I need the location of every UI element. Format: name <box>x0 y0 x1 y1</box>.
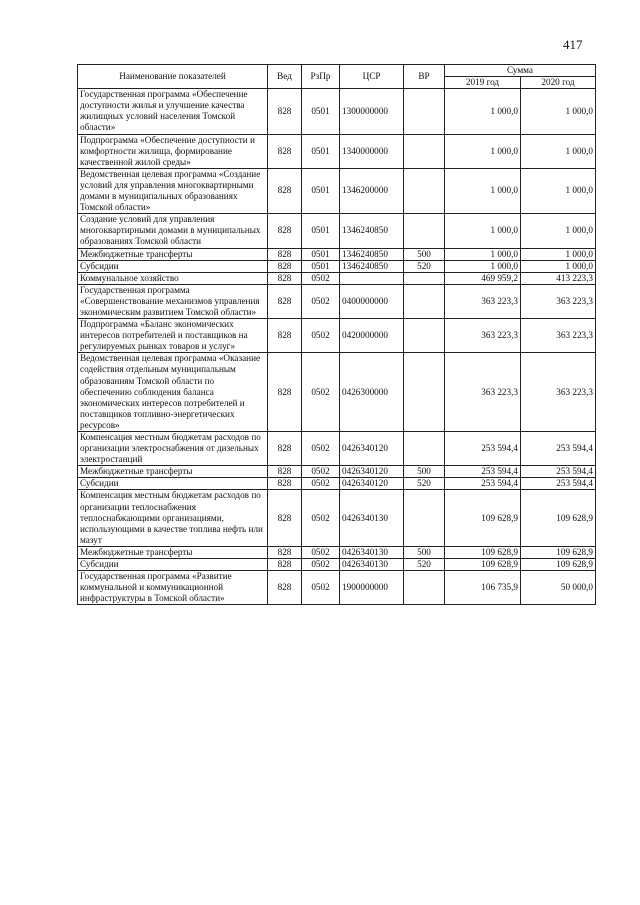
row-name: Государственная программа «Обеспечение доступности жилья и улучшение качества жилищных условий населения Томской области» <box>78 89 268 134</box>
row-sum-2019: 106 735,9 <box>445 571 521 605</box>
table-row <box>78 272 596 284</box>
row-csr: 1346240850 <box>340 260 404 272</box>
row-sum-2020: 253 594,4 <box>521 478 596 490</box>
row-ved: 828 <box>268 478 302 490</box>
row-rzpr: 0501 <box>302 214 340 248</box>
row-sum-2019: 253 594,4 <box>445 466 521 478</box>
row-name: Субсидии <box>78 260 268 272</box>
row-csr <box>340 272 404 284</box>
row-vr <box>404 571 445 605</box>
row-sum-2020: 363 223,3 <box>521 319 596 353</box>
row-name: Государственная программа «Развитие коммунальной и коммуникационной инфраструктуры в Томской области» <box>78 571 268 605</box>
table-row <box>78 546 596 558</box>
row-name: Межбюджетные трансферты <box>78 466 268 478</box>
row-csr: 1900000000 <box>340 571 404 605</box>
page-number: 417 <box>563 37 583 52</box>
row-sum-2019: 1 000,0 <box>445 134 521 168</box>
row-name: Коммунальное хозяйство <box>78 272 268 284</box>
row-csr: 0426340120 <box>340 478 404 490</box>
header-sum: Сумма <box>445 65 596 77</box>
row-sum-2019: 253 594,4 <box>445 478 521 490</box>
header-rzpr: РзПр <box>302 65 340 89</box>
row-vr <box>404 490 445 546</box>
table-row <box>78 432 596 466</box>
table-row <box>78 260 596 272</box>
row-sum-2020: 413 223,3 <box>521 272 596 284</box>
row-csr: 1340000000 <box>340 134 404 168</box>
row-csr: 0400000000 <box>340 284 404 318</box>
row-ved: 828 <box>268 559 302 571</box>
row-vr <box>404 272 445 284</box>
row-rzpr: 0501 <box>302 248 340 260</box>
table-row <box>78 353 596 432</box>
row-sum-2019: 1 000,0 <box>445 248 521 260</box>
row-rzpr: 0502 <box>302 546 340 558</box>
header-year-2020: 2020 год <box>521 77 596 89</box>
row-ved: 828 <box>268 432 302 466</box>
table-header <box>78 65 596 89</box>
header-name: Наименование показателей <box>78 65 268 89</box>
row-ved: 828 <box>268 490 302 546</box>
row-ved: 828 <box>268 248 302 260</box>
row-ved: 828 <box>268 353 302 432</box>
table-row <box>78 490 596 546</box>
row-sum-2020: 1 000,0 <box>521 214 596 248</box>
row-sum-2020: 1 000,0 <box>521 248 596 260</box>
row-sum-2020: 363 223,3 <box>521 284 596 318</box>
table-row <box>78 134 596 168</box>
row-ved: 828 <box>268 134 302 168</box>
row-name: Подпрограмма «Баланс экономических интересов потребителей и поставщиков на регулируемых рынках товаров и услуг» <box>78 319 268 353</box>
row-vr <box>404 134 445 168</box>
row-name: Создание условий для управления многоквартирными домами в муниципальных образованиях Томской области <box>78 214 268 248</box>
row-rzpr: 0501 <box>302 260 340 272</box>
table-row <box>78 466 596 478</box>
row-vr <box>404 284 445 318</box>
row-sum-2020: 363 223,3 <box>521 353 596 432</box>
row-vr: 520 <box>404 559 445 571</box>
row-sum-2020: 1 000,0 <box>521 168 596 213</box>
row-name: Компенсация местным бюджетам расходов по организации теплоснабжения теплоснабжающими организациями, использующими в качестве топлива нефть или мазут <box>78 490 268 546</box>
row-rzpr: 0502 <box>302 432 340 466</box>
row-csr: 0426340120 <box>340 466 404 478</box>
row-name: Компенсация местным бюджетам расходов по организации электроснабжения от дизельных электростанций <box>78 432 268 466</box>
table-row <box>78 559 596 571</box>
row-ved: 828 <box>268 284 302 318</box>
row-ved: 828 <box>268 571 302 605</box>
row-vr: 520 <box>404 260 445 272</box>
row-ved: 828 <box>268 168 302 213</box>
row-ved: 828 <box>268 466 302 478</box>
row-sum-2019: 109 628,9 <box>445 490 521 546</box>
row-sum-2019: 363 223,3 <box>445 353 521 432</box>
row-name: Государственная программа «Совершенствование механизмов управления экономическим развитием Томской области» <box>78 284 268 318</box>
row-vr <box>404 168 445 213</box>
row-csr: 0426340130 <box>340 546 404 558</box>
row-rzpr: 0502 <box>302 478 340 490</box>
row-sum-2019: 1 000,0 <box>445 168 521 213</box>
header-vr: ВР <box>404 65 445 89</box>
table-row <box>78 571 596 605</box>
row-vr <box>404 353 445 432</box>
row-sum-2019: 1 000,0 <box>445 260 521 272</box>
row-csr: 1346200000 <box>340 168 404 213</box>
row-sum-2020: 109 628,9 <box>521 546 596 558</box>
table-row <box>78 214 596 248</box>
row-ved: 828 <box>268 214 302 248</box>
row-name: Субсидии <box>78 478 268 490</box>
row-sum-2019: 109 628,9 <box>445 559 521 571</box>
row-sum-2020: 1 000,0 <box>521 134 596 168</box>
row-rzpr: 0502 <box>302 284 340 318</box>
row-sum-2020: 1 000,0 <box>521 89 596 134</box>
row-vr <box>404 432 445 466</box>
table-row <box>78 168 596 213</box>
row-name: Ведомственная целевая программа «Оказание содействия отдельным муниципальным образованиям Томской области по обеспечению соблюдения баланса экономических интересов потребителей и поставщиков топливно-энергетических ресурсов» <box>78 353 268 432</box>
table-row <box>78 284 596 318</box>
row-vr: 500 <box>404 546 445 558</box>
row-sum-2020: 1 000,0 <box>521 260 596 272</box>
row-rzpr: 0502 <box>302 466 340 478</box>
row-sum-2020: 253 594,4 <box>521 466 596 478</box>
row-sum-2020: 109 628,9 <box>521 490 596 546</box>
row-rzpr: 0502 <box>302 319 340 353</box>
row-sum-2019: 109 628,9 <box>445 546 521 558</box>
row-vr <box>404 319 445 353</box>
row-rzpr: 0502 <box>302 559 340 571</box>
header-csr: ЦСР <box>340 65 404 89</box>
row-rzpr: 0501 <box>302 89 340 134</box>
row-rzpr: 0502 <box>302 353 340 432</box>
row-ved: 828 <box>268 89 302 134</box>
row-sum-2019: 253 594,4 <box>445 432 521 466</box>
row-csr: 0420000000 <box>340 319 404 353</box>
row-name: Ведомственная целевая программа «Создание условий для управления многоквартирными домами в муниципальных образованиях Томской области» <box>78 168 268 213</box>
row-csr: 0426340120 <box>340 432 404 466</box>
table-row <box>78 478 596 490</box>
row-rzpr: 0501 <box>302 134 340 168</box>
row-sum-2019: 363 223,3 <box>445 319 521 353</box>
row-ved: 828 <box>268 272 302 284</box>
row-name: Субсидии <box>78 559 268 571</box>
row-sum-2020: 253 594,4 <box>521 432 596 466</box>
budget-table <box>77 64 596 605</box>
row-csr: 1346240850 <box>340 248 404 260</box>
row-vr <box>404 89 445 134</box>
row-rzpr: 0502 <box>302 272 340 284</box>
row-ved: 828 <box>268 319 302 353</box>
header-ved: Вед <box>268 65 302 89</box>
row-sum-2019: 469 959,2 <box>445 272 521 284</box>
row-ved: 828 <box>268 546 302 558</box>
table-row <box>78 248 596 260</box>
row-sum-2019: 1 000,0 <box>445 89 521 134</box>
row-sum-2019: 1 000,0 <box>445 214 521 248</box>
row-vr: 500 <box>404 248 445 260</box>
row-sum-2020: 50 000,0 <box>521 571 596 605</box>
row-csr: 0426340130 <box>340 490 404 546</box>
row-vr: 500 <box>404 466 445 478</box>
row-name: Межбюджетные трансферты <box>78 546 268 558</box>
row-csr: 0426340130 <box>340 559 404 571</box>
row-rzpr: 0502 <box>302 571 340 605</box>
table-row <box>78 89 596 134</box>
row-name: Межбюджетные трансферты <box>78 248 268 260</box>
row-rzpr: 0501 <box>302 168 340 213</box>
row-vr: 520 <box>404 478 445 490</box>
row-ved: 828 <box>268 260 302 272</box>
row-name: Подпрограмма «Обеспечение доступности и комфортности жилища, формирование качественной жилой среды» <box>78 134 268 168</box>
header-year-2019: 2019 год <box>445 77 521 89</box>
table-body <box>78 89 596 605</box>
row-csr: 1346240850 <box>340 214 404 248</box>
row-sum-2020: 109 628,9 <box>521 559 596 571</box>
row-sum-2019: 363 223,3 <box>445 284 521 318</box>
row-csr: 0426300000 <box>340 353 404 432</box>
table-row <box>78 319 596 353</box>
row-rzpr: 0502 <box>302 490 340 546</box>
row-vr <box>404 214 445 248</box>
row-csr: 1300000000 <box>340 89 404 134</box>
